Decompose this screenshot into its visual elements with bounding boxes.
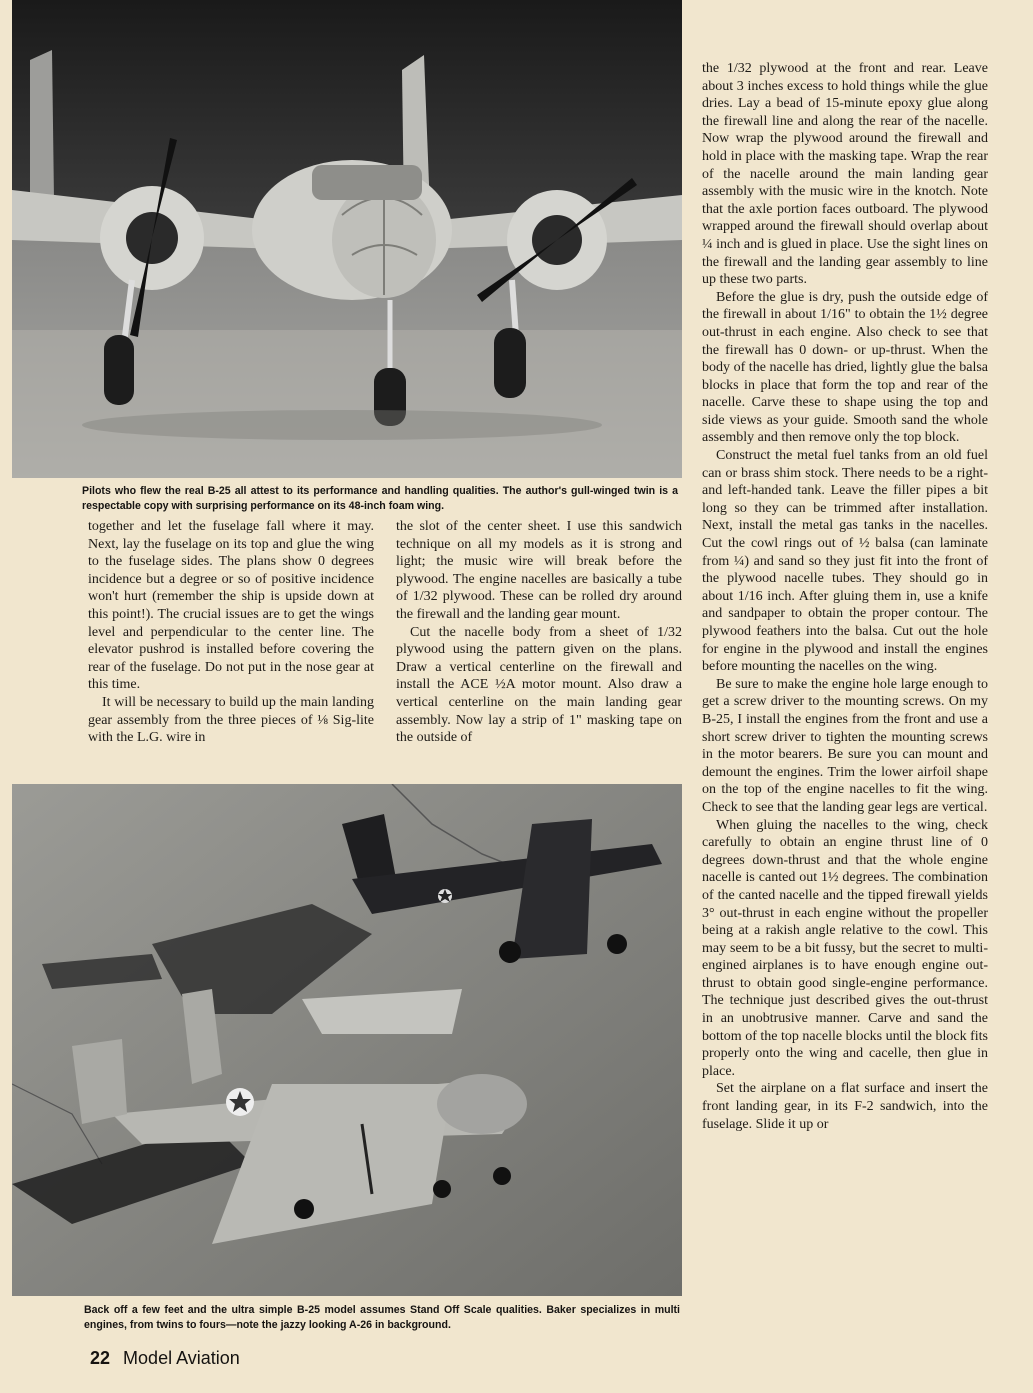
photo-top-caption: Pilots who flew the real B-25 all attest to its performance and handling qualities. The author's gull-winged twin is a respectable copy with surprising performance on its 48-inch foam wing. — [82, 485, 678, 512]
photo-top — [12, 0, 682, 478]
photo-bottom-caption: Back off a few feet and the ultra simple B-25 model assumes Stand Off Scale qualities. Baker specializes in multi engines, from twins to fours—note the jazzy looking A-26 in background. — [84, 1304, 680, 1331]
text-column-left — [88, 518, 374, 747]
paragraph: Set the airplane on a flat surface and insert the front landing gear, in its F-2 sandwich, into the fuselage. Slide it up or — [702, 1081, 988, 1132]
text-column-right — [702, 60, 988, 1133]
paragraph: Cut the nacelle body from a sheet of 1/32 plywood using the pattern given on the plans. Draw a vertical centerline on the firewall and install the ACE ½A motor mount. Also draw a vertical centerline on the main landing gear assembly. Now lay a strip of 1" masking tape on the outside of — [396, 624, 682, 746]
b25-front-photo-illustration — [12, 0, 682, 478]
paragraph: together and let the fuselage fall where it may. Next, lay the fuselage on its top and glue the wing to the fuselage sides. The plans show 0 degrees incidence but a degree or so of positive incidence won't hurt (remember the ship is upside down at this point!). The crucial issues are to get the wings level and perpendicular to the center line. The elevator pushrod is installed before covering the rear of the fuselage. Do not put in the nose gear at this time. — [88, 519, 374, 693]
paragraph: Before the glue is dry, push the outside edge of the firewall in about 1/16" to obtain the 1½ degree out-thrust in each engine. Also check to see that the firewall has 0 down- or up-thrust. When the body of the nacelle has dried, lightly glue the balsa blocks in place that form the top and rear of the nacelle. Carve these to shape using the top and side views as your guide. Smooth sand the whole assembly and then remove only the top block. — [702, 289, 988, 446]
text-column-middle — [396, 518, 682, 747]
paragraph: Construct the metal fuel tanks from an old fuel can or brass shim stock. There needs to be a right- and left-handed tank. Leave the filler pipes a bit long so they can be trimmed after installation. Next, install the metal gas tanks in the nacelles. Cut the cowl rings out of ½ balsa (can laminate from ¼) and sand so they just fit into the front of the plywood nacelle tubes. They should go in about 1/16 inch. After gluing them in, use a knife and sandpaper to obtain the proper contour. The plywood feathers into the balsa. Cut out the hole for engine in the plywood and install the engines before mounting the nacelles on the wing. — [702, 448, 988, 675]
publication-name: Model Aviation — [123, 1348, 240, 1368]
paragraph: When gluing the nacelles to the wing, check carefully to obtain an engine thrust line of 0 degrees down-thrust and that the whole engine nacelle is canted out 1½ degrees. The combination of the canted nacelle and the tipped firewall yields 3° out-thrust in each engine without the propeller being at a rakish angle relative to the cowl. This may seem to be a bit fussy, but the secret to multi-engined airplanes is to have enough engine out-thrust to obtain good single-engine performance. The technique just described gives the out-thrust in an unobtrusive manner. Carve and sand the bottom of the top nacelle blocks until the block fits properly onto the wing and cacelle, then glue in place. — [702, 817, 988, 1079]
photo-bottom — [12, 784, 682, 1296]
page-footer — [90, 1348, 240, 1369]
two-bombers-photo-illustration — [12, 784, 682, 1296]
paragraph: the slot of the center sheet. I use this sandwich technique on all my models as it is strong and light; the music wire will break before the plywood. The engine nacelles are basically a tube of 1/32 plywood. These can be rolled dry around the firewall and the landing gear mount. — [396, 519, 682, 622]
paragraph: the 1/32 plywood at the front and rear. Leave about 3 inches excess to hold things while the glue dries. Lay a bead of 15-minute epoxy glue along the firewall line and along the rear of the nacelle. Now wrap the plywood around the firewall and hold in place with the masking tape. Wrap the rear of the nacelle around the main landing gear assembly with the music wire in the knotch. Note that the axle portion faces outboard. The plywood wrapped around the firewall should overlap about ¼ inch and is glued in place. Use the sight lines on the firewall and the landing gear assembly to line up these two parts. — [702, 61, 988, 288]
paragraph: Be sure to make the engine hole large enough to get a screw driver to the mounting screws. On my B-25, I install the engines from the front and use a short screw driver to tighten the mounting screws in the motor bearers. Be sure you can mount and demount the engines. Trim the lower airfoil shape on the top of the engine nacelles to fit the wing. Check to see that the landing gear legs are vertical. — [702, 676, 988, 815]
page-number: 22 — [90, 1348, 111, 1368]
paragraph: It will be necessary to build up the main landing gear assembly from the three pieces of ⅛ Sig-lite with the L.G. wire in — [88, 694, 374, 746]
